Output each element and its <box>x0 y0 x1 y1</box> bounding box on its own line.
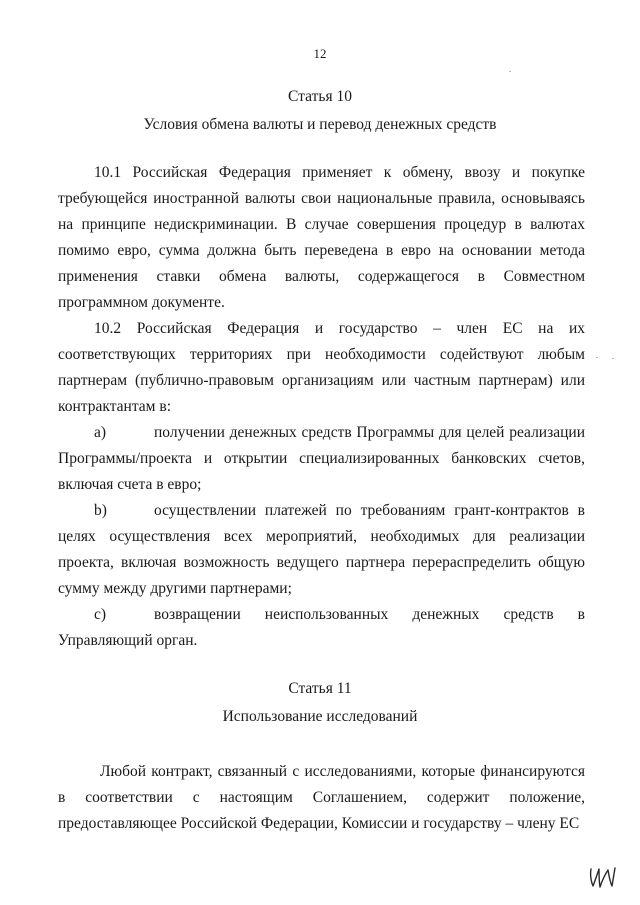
scan-speck <box>596 357 598 358</box>
scan-speck <box>509 71 511 72</box>
scan-speck <box>612 358 614 359</box>
article-10-subtitle: Условия обмена валюты и перевод денежных средств <box>143 116 497 133</box>
list-text-b: осуществлении платежей по требованиям грант-контрактов в целях осуществления всех мероприятий, необходимых для реализации проекта, включая возможность ведущего партнера перераспределить общую сумму между другими партнерами; <box>58 502 585 597</box>
list-text-a: получении денежных средств Программы для целей реализации Программы/проекта и открытии специализированных банковских счетов, включая счета в евро; <box>58 424 585 493</box>
paragraph-10-1: 10.1 Российская Федерация применяет к обмену, ввозу и покупке требующейся иностранной валюты свои национальные правила, основываясь на принципе недискриминации. В случае совершения процедур в валютах помимо евро, сумма должна быть переведена в евро на основании метода применения ставки обмена валюты, содержащегося в Совместном программном документе. <box>58 164 585 311</box>
list-item-c <box>58 602 585 654</box>
list-text-c: возвращении неиспользованных денежных средств в Управляющий орган. <box>58 606 585 649</box>
article-10-title: Статья 10 <box>288 88 352 105</box>
handwritten-initials <box>589 866 617 888</box>
paragraph-10-2: 10.2 Российская Федерация и государство – член ЕС на их соответствующих территориях при необходимости содействуют любым партнерам (публично-правовым организациям или частным партнерам) или контрактантам в: <box>58 320 585 415</box>
list-marker-b: b) <box>94 502 107 519</box>
list-item-a <box>58 420 585 498</box>
page-number: 12 <box>313 46 327 61</box>
article-11-title: Статья 11 <box>288 680 352 697</box>
list-marker-c: c) <box>94 606 107 623</box>
paragraph-research: Любой контракт, связанный с исследованиями, которые финансируются в соответствии с настоящим Соглашением, содержит положение, предоставляющее Российской Федерации, Комиссии и государству – члену ЕС <box>58 763 585 832</box>
article-11-subtitle: Использование исследований <box>222 708 418 725</box>
list-marker-a: а) <box>94 424 107 441</box>
list-item-b <box>58 498 585 602</box>
